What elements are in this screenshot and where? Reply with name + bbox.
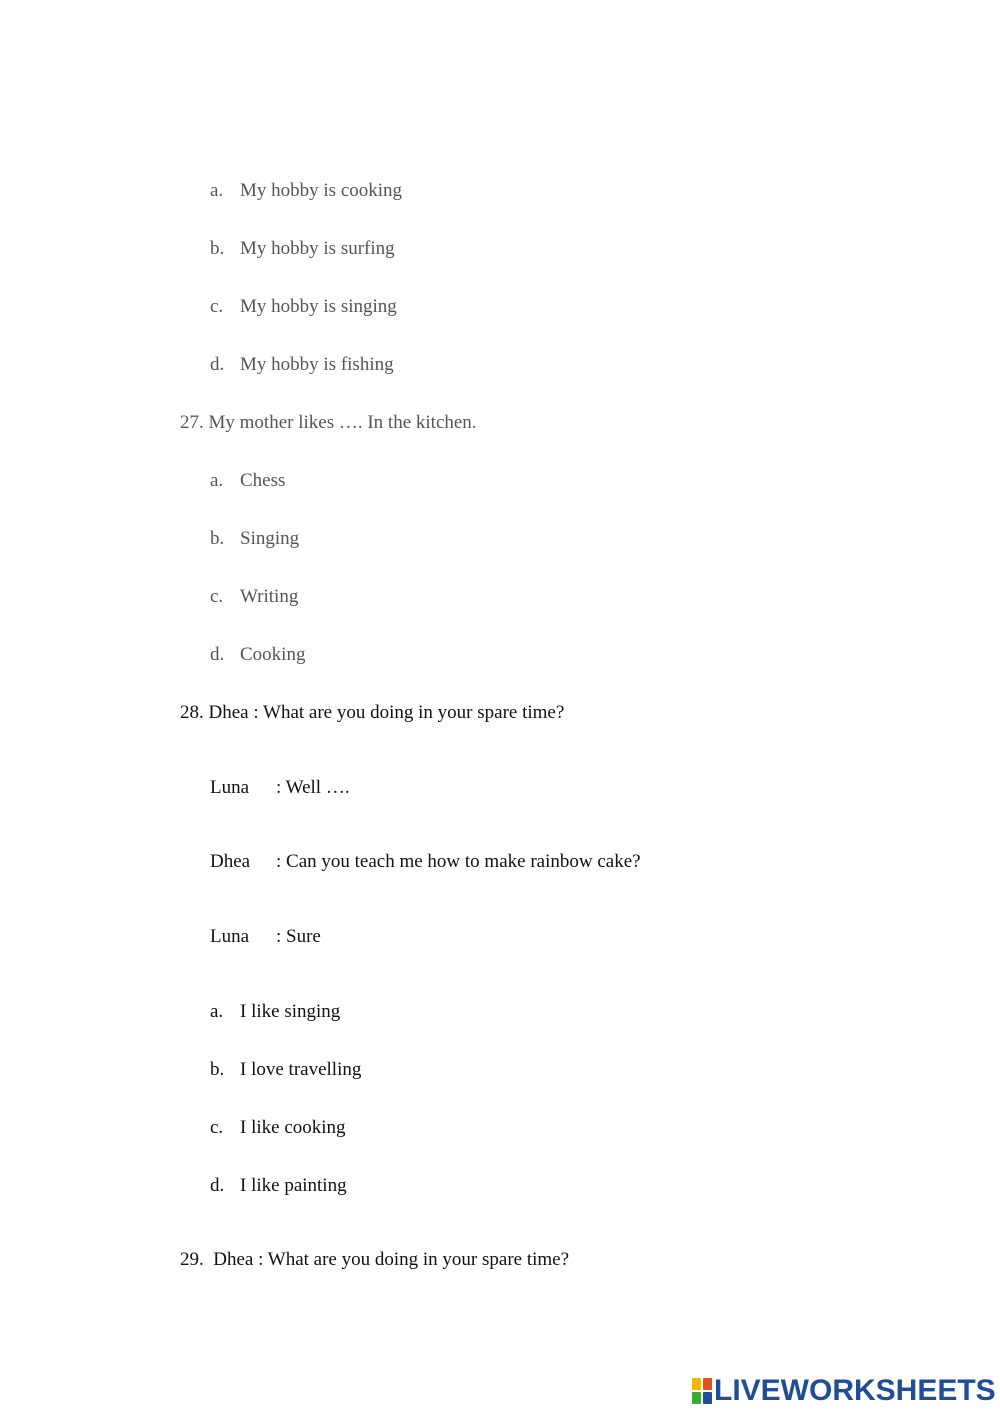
option-text: I like singing [240,1001,341,1022]
q27-question: 27. My mother likes …. In the kitchen. [180,412,477,433]
option-text: I love travelling [240,1059,362,1080]
option-letter: a. [210,470,224,491]
option-letter: d. [210,644,225,665]
option-letter: c. [210,1117,224,1138]
liveworksheets-logo-icon [692,1378,712,1404]
dialogue-speaker: Dhea [210,851,251,872]
option-text: Singing [240,528,300,549]
liveworksheets-logo [692,1374,996,1408]
option-letter: b. [210,528,225,549]
option-letter: d. [210,354,225,375]
option-letter: c. [210,586,224,607]
option-letter: c. [210,296,224,317]
option-letter: d. [210,1175,225,1196]
q28-question: 28. Dhea : What are you doing in your spare time? [180,702,565,723]
option-text: Cooking [240,644,306,665]
dialogue-speaker: Luna [210,926,250,947]
option-letter: a. [210,180,224,201]
option-text: Chess [240,470,286,491]
option-letter: a. [210,1001,224,1022]
dialogue-speech: : Can you teach me how to make rainbow cake? [276,851,641,872]
option-letter: b. [210,238,225,259]
option-text: I like cooking [240,1117,346,1138]
option-letter: b. [210,1059,225,1080]
dialogue-speech: : Well …. [276,777,350,798]
liveworksheets-logo-text: LIVEWORKSHEETS [714,1374,996,1407]
option-text: I like painting [240,1175,347,1196]
option-text: My hobby is singing [240,296,397,317]
option-text: Writing [240,586,299,607]
option-text: My hobby is surfing [240,238,395,259]
option-text: My hobby is fishing [240,354,394,375]
option-text: My hobby is cooking [240,180,403,201]
dialogue-speaker: Luna [210,777,250,798]
dialogue-speech: : Sure [276,926,321,947]
q29-question: 29. Dhea : What are you doing in your spare time? [180,1249,570,1270]
